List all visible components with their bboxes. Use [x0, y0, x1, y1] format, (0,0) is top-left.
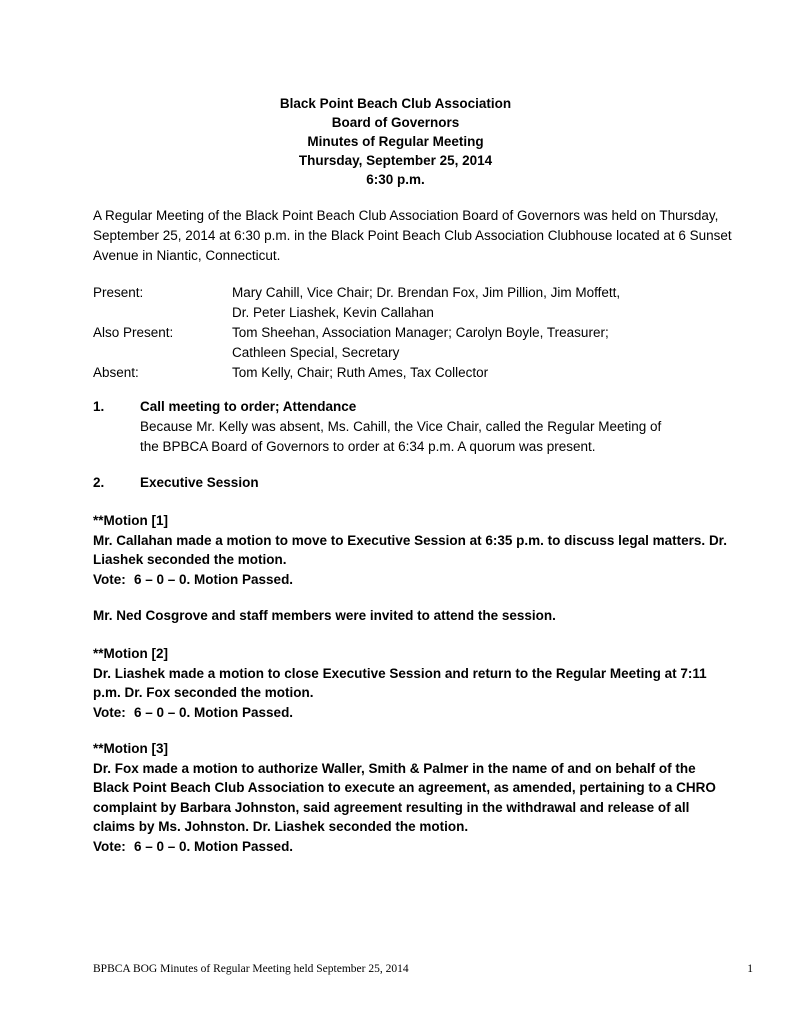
header-organization: Black Point Beach Club Association	[279, 96, 512, 111]
motion-2-title: **Motion [2]	[93, 646, 168, 661]
also-present-line2: Cathleen Special, Secretary	[232, 345, 400, 360]
section-1-title: Call meeting to order; Attendance	[140, 399, 357, 414]
section-1-heading	[93, 397, 670, 417]
vote-result: 6 – 0 – 0. Motion Passed.	[134, 571, 294, 587]
motion-2-vote	[93, 703, 733, 723]
motion-3-title: **Motion [3]	[93, 741, 168, 756]
footer-text: BPBCA BOG Minutes of Regular Meeting held September 25, 2014	[93, 963, 409, 975]
motion-1	[93, 511, 733, 589]
present-row	[93, 283, 702, 323]
also-present-line1: Tom Sheehan, Association Manager; Carolyn Boyle, Treasurer;	[232, 325, 609, 340]
absent-label: Absent:	[93, 365, 139, 380]
vote-label: Vote:	[93, 838, 126, 854]
vote-result: 6 – 0 – 0. Motion Passed.	[134, 838, 294, 854]
motion-1-vote	[93, 570, 733, 590]
also-present-label: Also Present:	[93, 325, 174, 340]
present-names-line1: Mary Cahill, Vice Chair; Dr. Brendan Fox, Jim Pillion, Jim Moffett,	[232, 285, 621, 300]
page-footer	[93, 963, 753, 975]
motion-3	[93, 739, 733, 856]
vote-label: Vote:	[93, 571, 126, 587]
present-names-line2: Dr. Peter Liashek, Kevin Callahan	[232, 305, 434, 320]
header-meeting-type: Minutes of Regular Meeting	[307, 134, 484, 149]
section-call-to-order	[93, 397, 670, 457]
motion-1-text: Mr. Callahan made a motion to move to Executive Session at 6:35 p.m. to discuss legal matters. Dr. Liashek seconded the motion.	[93, 532, 727, 567]
section-2-title: Executive Session	[140, 475, 259, 490]
motion-2-text: Dr. Liashek made a motion to close Executive Session and return to the Regular Meeting at 7:11 p.m. Dr. Fox seconded the motion.	[93, 665, 707, 700]
header-board: Board of Governors	[331, 115, 460, 130]
page-number: 1	[747, 963, 753, 975]
also-present-row	[93, 323, 702, 363]
section-executive-session	[93, 473, 259, 493]
attendance-roster	[93, 283, 702, 383]
section-1-number: 1.	[93, 399, 105, 414]
absent-row	[93, 363, 702, 383]
absent-names: Tom Kelly, Chair; Ruth Ames, Tax Collector	[232, 365, 489, 380]
intro-paragraph: A Regular Meeting of the Black Point Beach Club Association Board of Governors was held on Thursday, September 25, 2014 at 6:30 p.m. in the Black Point Beach Club Association Clubhouse located at 6 Sunset Avenue in Niantic, Connecticut.	[93, 208, 732, 263]
motion-1-title: **Motion [1]	[93, 513, 168, 528]
document-header	[0, 94, 791, 189]
motion-2	[93, 644, 733, 722]
also-present-names	[232, 323, 702, 363]
vote-label: Vote:	[93, 704, 126, 720]
vote-result: 6 – 0 – 0. Motion Passed.	[134, 704, 294, 720]
session-note: Mr. Ned Cosgrove and staff members were invited to attend the session.	[93, 608, 556, 623]
motion-3-vote	[93, 837, 733, 857]
section-1-body: Because Mr. Kelly was absent, Ms. Cahill, the Vice Chair, called the Regular Meeting of the BPBCA Board of Governors to order at 6:34 p.m. A quorum was present.	[140, 419, 662, 454]
motion-3-text: Dr. Fox made a motion to authorize Waller, Smith & Palmer in the name of and on behalf of the Black Point Beach Club Association to execute an agreement, as amended, pertaining to a CHRO complaint by Barbara Johnston, said agreement resulting in the withdrawal and release of all claims by Ms. Johnston. Dr. Liashek seconded the motion.	[93, 760, 716, 834]
section-2-heading	[93, 473, 259, 493]
header-date: Thursday, September 25, 2014	[298, 153, 493, 168]
present-names	[232, 283, 702, 323]
header-time: 6:30 p.m.	[366, 172, 425, 187]
section-2-number: 2.	[93, 475, 105, 490]
present-label: Present:	[93, 285, 144, 300]
